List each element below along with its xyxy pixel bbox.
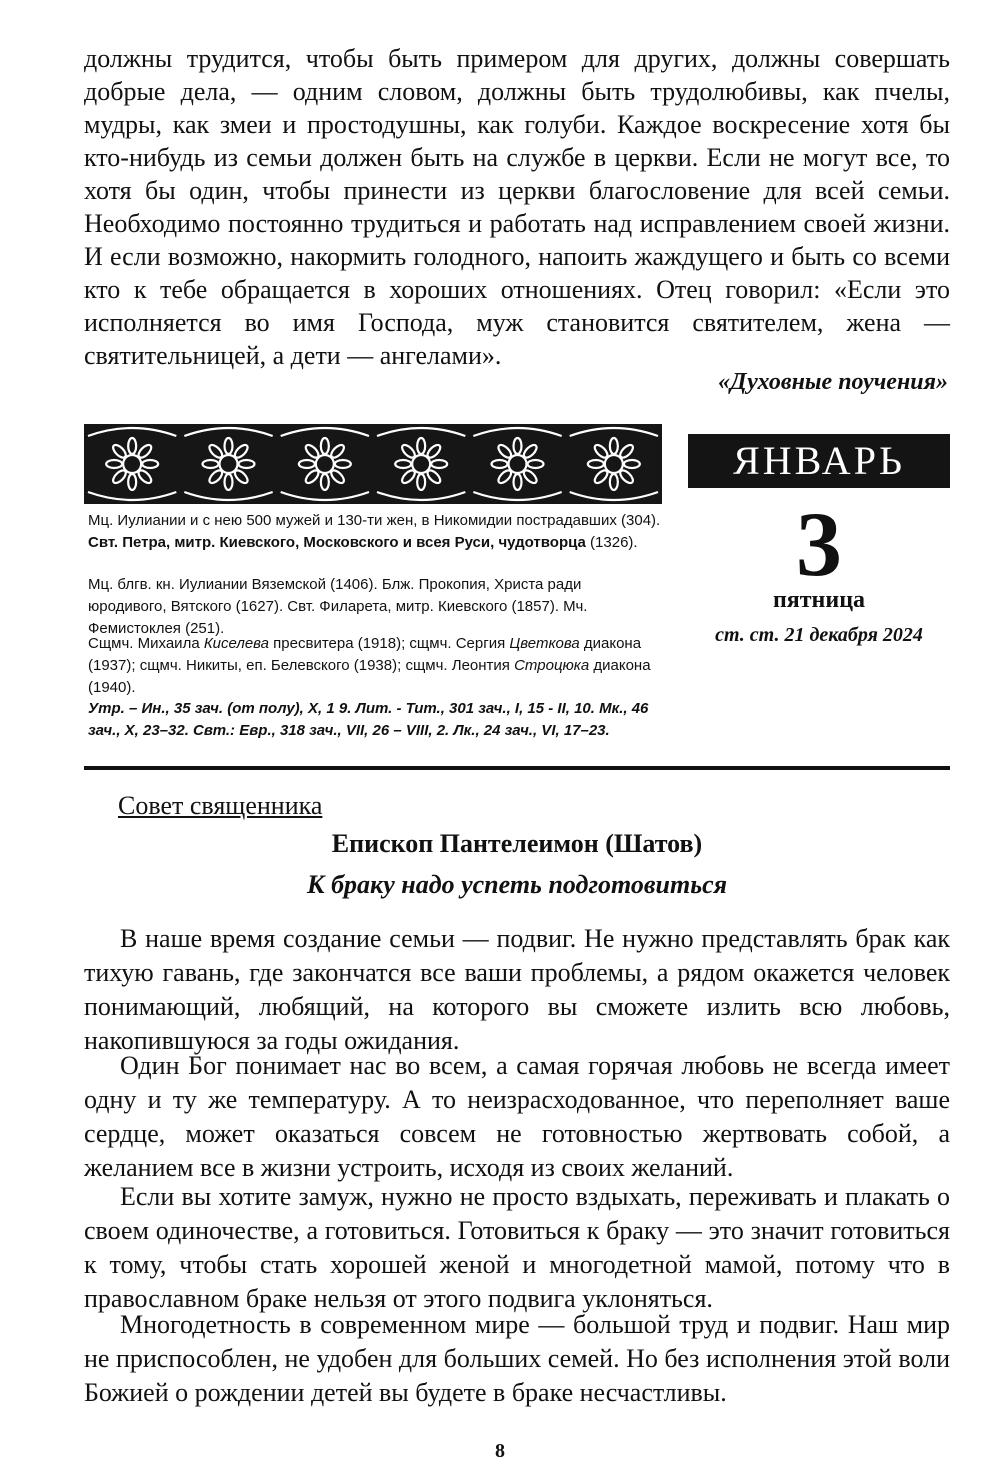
article-paragraph: Многодетность в современном мире — большой труд и подвиг. Наш мир не приспособлен, не удобен для больших семей. Но без исполнения этой воли Божией о рождении детей вы будете в браке несчастливы. (84, 1310, 950, 1407)
article-paragraph: Один Бог понимает нас во всем, а самая горячая любовь не всегда имеет одну и ту же температуру. А то неизрасходованное, что переполняет ваше сердце, может оказаться совсем не готовностью жертвовать собой, а желанием все в жизни устроить, исходя из своих желаний. (84, 1051, 950, 1182)
calendar-weekday: пятница (772, 587, 866, 613)
article-author: Епископ Пантелеимон (Шатов) (331, 829, 703, 858)
saints-commemoration-2: Мц. блгв. кн. Иулиании Вяземской (1406). Блж. Прокопия, Христа ради юродивого, Вятского (1627). Свт. Филарета, митр. Киевского (1857). Мч. Фемистоклея (251). (88, 576, 588, 637)
ornament-banner (84, 424, 662, 504)
old-style-date: ст. ст. 21 декабря 2024 (715, 624, 923, 646)
scripture-readings: Утр. – Ин., 35 зач. (от полу), X, 1 9. Лит. - Тит., 301 зач., I, 15 - II, 10. Мк., 46 зач., X, 23–32. Свт.: Евр., 318 зач., VII, 26 – VIII, 2. Лк., 24 зач., VI, 17–23. (88, 700, 649, 739)
section-divider (84, 766, 950, 770)
page-number: 8 (495, 1440, 505, 1462)
calendar-month: ЯНВАРЬ (688, 434, 950, 488)
saints-commemoration-3: Сщмч. Михаила Киселева пресвитера (1918); сщмч. Сергия Цветкова диакона (1937); сщмч. Никиты, еп. Белевского (1938); сщмч. Леонтия Строцюка диакона (1940). (88, 635, 651, 696)
saints-commemoration-1: Мц. Иулиании и с нею 500 мужей и 130-ти жен, в Никомидии пострадавших (304). Свт. Петра, митр. Киевского, Московского и всея Руси, чудотворца (1326). (88, 512, 661, 551)
article-title: К браку надо успеть подготовиться (306, 870, 728, 899)
intro-paragraph: должны трудится, чтобы быть примером для других, должны совершать добрые дела, — одним словом, должны быть трудолюбивы, как пчелы, мудры, как змеи и простодушны, как голуби. Каждое воскресение хотя бы кто-нибудь из семьи должен быть на службе в церкви. Если не могут все, то хотя бы один, чтобы принести из церкви благословение для всей семьи. Необходимо постоянно трудиться и работать над исправлением своей жизни. И если возможно, накормить голодного, напоить жаждущего и быть со всеми кто к тебе обращается в хороших отношениях. Отец говорил: «Если это исполняется во имя Господа, муж становится святителем, жена — святительницей, а дети — ангелами». (84, 44, 950, 370)
article-paragraph: Если вы хотите замуж, нужно не просто вздыхать, переживать и плакать о своем одиночестве, а готовиться. Готовиться к браку — это значит готовиться к тому, чтобы стать хорошей женой и многодетной мамой, потому что в православном браке нельзя от этого подвига уклоняться. (84, 1182, 950, 1313)
calendar-day-number: 3 (796, 493, 842, 595)
section-title: Совет священника (118, 791, 323, 820)
article-paragraph: В наше время создание семьи — подвиг. Не нужно представлять брак как тихую гавань, где закончатся все ваши проблемы, а рядом окажется человек понимающий, любящий, на которого вы сможете излить всю любовь, накопившуюся за годы ожидания. (84, 924, 950, 1055)
intro-source: «Духовные поучения» (718, 369, 948, 395)
